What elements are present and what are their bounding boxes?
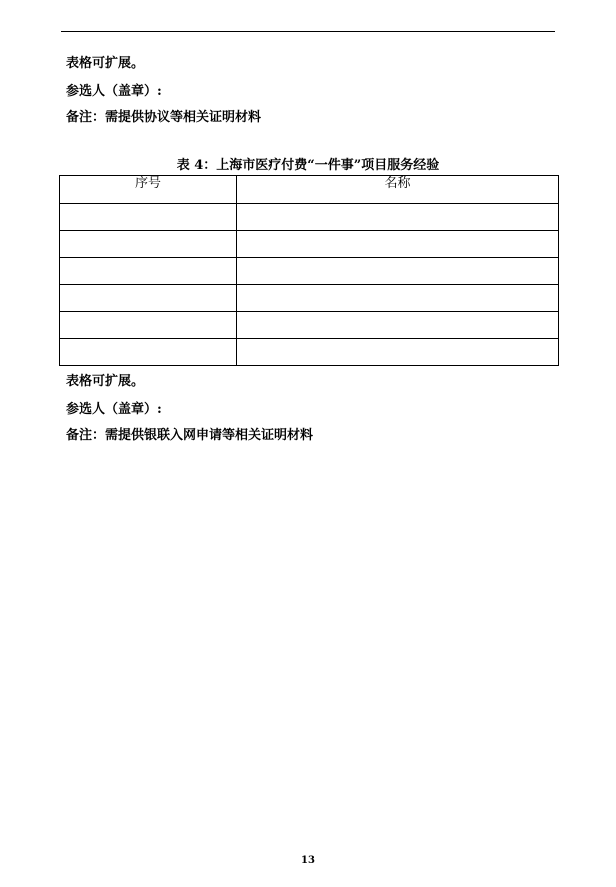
column-header-name: 名称: [237, 176, 559, 204]
applicant-seal-line: 参选人（盖章）:: [66, 84, 162, 99]
table-header-row: [60, 176, 559, 204]
applicant-seal-line: 参选人（盖章）:: [66, 402, 162, 417]
table-cell-index: [60, 285, 237, 312]
remark-note: 备注：需提供协议等相关证明材料: [66, 110, 262, 125]
table-row: [60, 258, 559, 285]
table-cell-name: [237, 339, 559, 366]
table-cell-index: [60, 258, 237, 285]
table-cell-index: [60, 339, 237, 366]
remark-note: 备注：需提供银联入网申请等相关证明材料: [66, 428, 314, 443]
table-row: [60, 339, 559, 366]
table-cell-name: [237, 285, 559, 312]
table-cell-name: [237, 312, 559, 339]
table-row: [60, 312, 559, 339]
column-header-index: 序号: [60, 176, 237, 204]
table-expand-note: 表格可扩展。: [66, 374, 145, 389]
table-cell-name: [237, 231, 559, 258]
table-cell-index: [60, 312, 237, 339]
service-experience-table: [59, 175, 559, 366]
table-cell-name: [237, 204, 559, 231]
table-caption: 表 4：上海市医疗付费“一件事”项目服务经验: [176, 158, 440, 173]
table-expand-note: 表格可扩展。: [66, 56, 145, 71]
table-row: [60, 285, 559, 312]
header-rule: [61, 31, 555, 32]
page-number: 13: [301, 855, 315, 866]
table-row: [60, 204, 559, 231]
table-cell-index: [60, 231, 237, 258]
table-row: [60, 231, 559, 258]
table-cell-name: [237, 258, 559, 285]
table-cell-index: [60, 204, 237, 231]
